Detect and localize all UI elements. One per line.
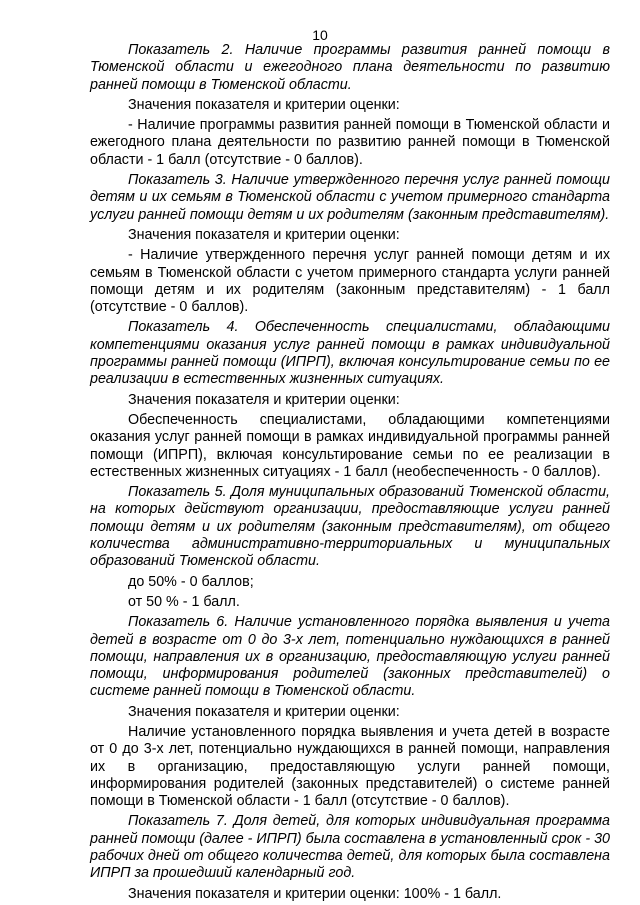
indicator-4-heading: Показатель 4. Обеспеченность специалистами, обладающими компетенциями оказания услуг ранней помощи в рамках индивидуальной программы ранней помощи (ИПРП), включая консультирование семьи по ее реализации в естественных жизненных ситуациях. bbox=[90, 319, 610, 388]
criteria-text: Обеспеченность специалистами, обладающими компетенциями оказания услуг ранней помощи в рамках индивидуальной программы ранней помощи (ИПРП), включая консультирование семьи по ее реализации в естественных жизненных ситуациях - 1 балл (необеспеченность - 0 баллов). bbox=[90, 411, 610, 480]
criteria-text: от 50 % - 1 балл. bbox=[128, 593, 240, 610]
document-body bbox=[90, 42, 610, 903]
indicator-7-heading: Показатель 7. Доля детей, для которых индивидуальная программа ранней помощи (далее - ИПРП) была составлена в установленный срок - 30 рабочих дней от общего количества детей, для которых была составлена ИПРП за прошедший календарный год. bbox=[90, 813, 610, 882]
criteria-text: - Наличие утвержденного перечня услуг ранней помощи детям и их семьям в Тюменской области с учетом примерного стандарта услуги ранней помощи детям и их родителям (законным представителям) - 1 балл (отсутствие - 0 баллов). bbox=[90, 247, 610, 316]
criteria-text: Наличие установленного порядка выявления и учета детей в возрасте от 0 до 3-х лет, потенциально нуждающихся в ранней помощи, направления их в организацию, предоставляющую услуги ранней помощи, информирования родителей (законных представителей) о системе ранней помощи в Тюменской области - 1 балл (отсутствие - 0 баллов). bbox=[90, 723, 610, 810]
page-number: 10 bbox=[312, 27, 328, 43]
criteria-label: Значения показателя и критерии оценки: bbox=[128, 703, 400, 720]
indicator-2-heading: Показатель 2. Наличие программы развития ранней помощи в Тюменской области и ежегодного плана деятельности по развитию ранней помощи в Тюменской области. bbox=[90, 42, 610, 93]
criteria-text: - Наличие программы развития ранней помощи в Тюменской области и ежегодного плана деятельности по развитию ранней помощи в Тюменской области - 1 балл (отсутствие - 0 баллов). bbox=[90, 117, 610, 168]
criteria-label: Значения показателя и критерии оценки: bbox=[128, 391, 400, 408]
indicator-6-heading: Показатель 6. Наличие установленного порядка выявления и учета детей в возрасте от 0 до 3-х лет, потенциально нуждающихся в ранней помощи, направления их в организацию, предоставляющую услуги ранней помощи, информирования родителей (законных представителей) о системе ранней помощи в Тюменской области. bbox=[90, 614, 610, 700]
indicator-3-heading: Показатель 3. Наличие утвержденного перечня услуг ранней помощи детям и их семьям в Тюменской области с учетом примерного стандарта услуги ранней помощи детям и их родителям (законным представителям). bbox=[90, 172, 610, 223]
criteria-text: до 50% - 0 баллов; bbox=[128, 573, 254, 590]
criteria-label: Значения показателя и критерии оценки: bbox=[128, 96, 400, 113]
criteria-label: Значения показателя и критерии оценки: bbox=[128, 226, 400, 243]
criteria-text: Значения показателя и критерии оценки: 100% - 1 балл. bbox=[128, 885, 502, 902]
indicator-5-heading: Показатель 5. Доля муниципальных образований Тюменской области, на которых действуют организации, предоставляющие услуги ранней помощи детям и их родителям (законным представителям), от общего количества административно-территориальных и муниципальных образований Тюменской области. bbox=[90, 484, 610, 570]
